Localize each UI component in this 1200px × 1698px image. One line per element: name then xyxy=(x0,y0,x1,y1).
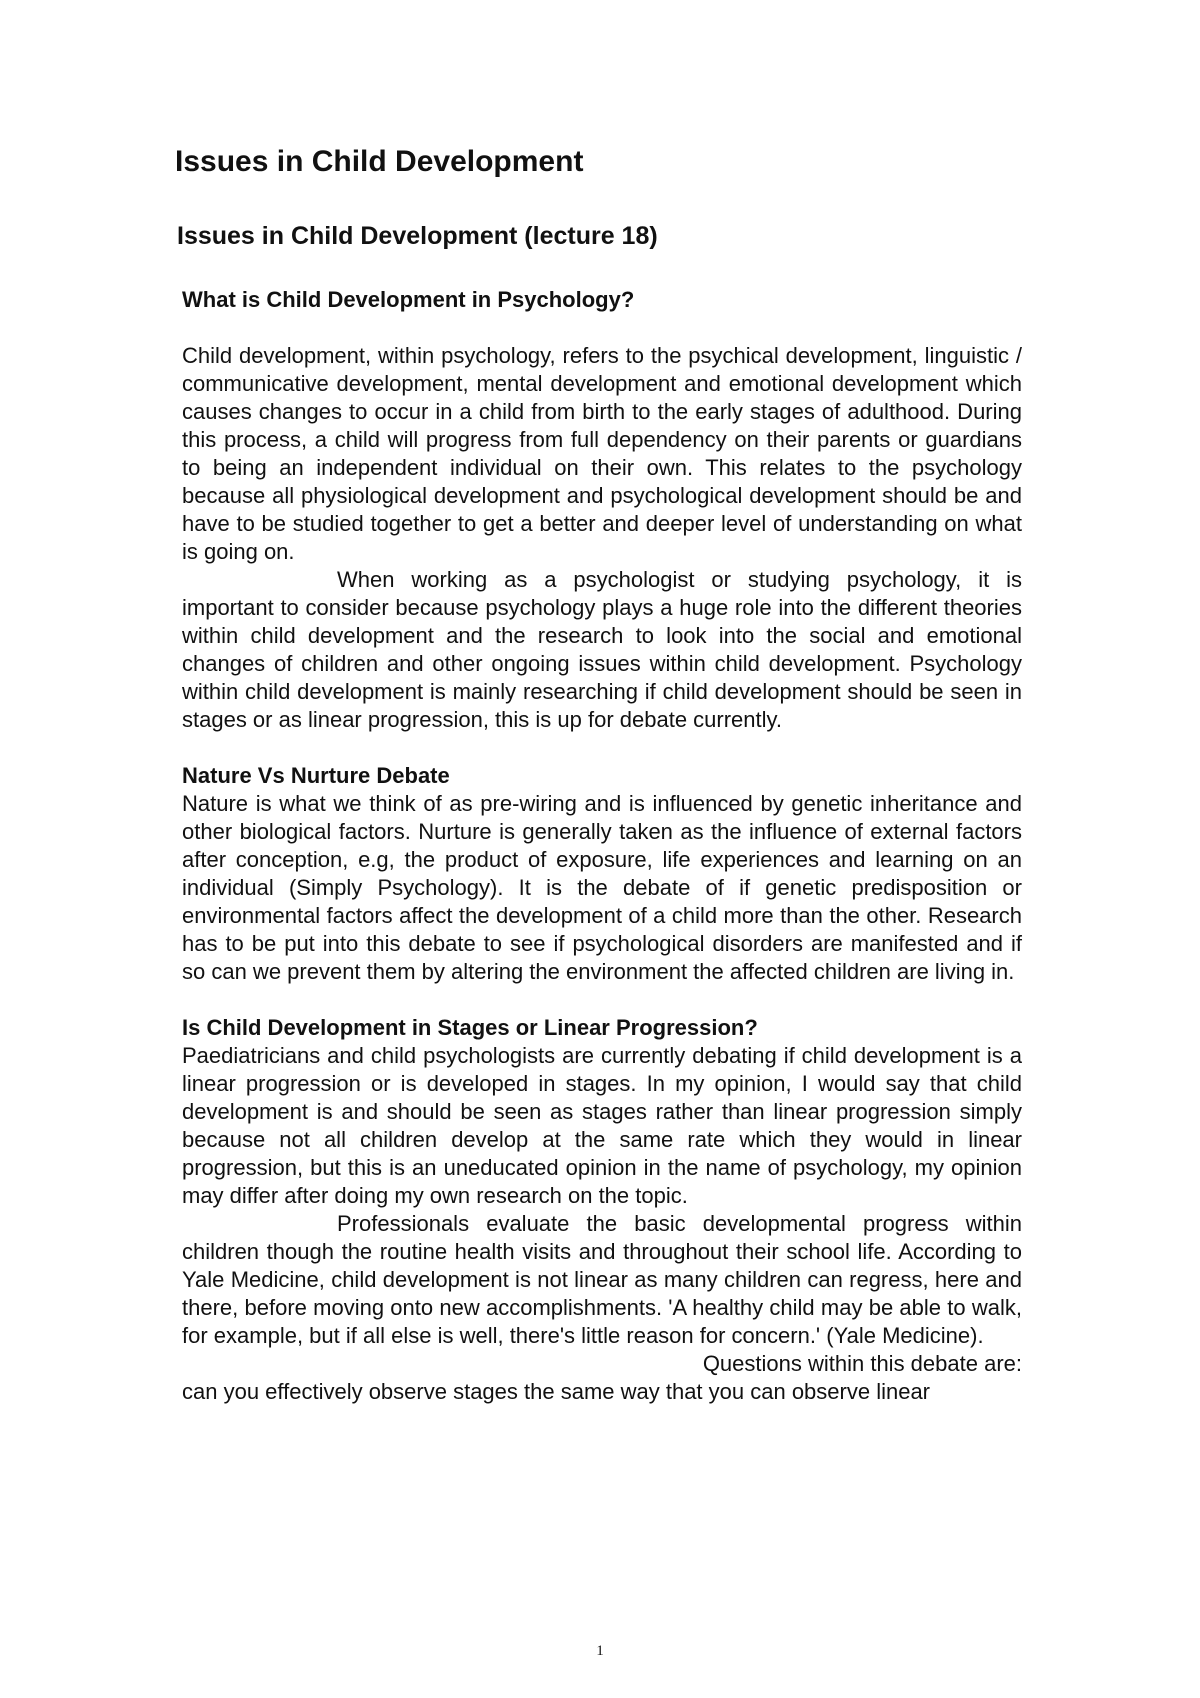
heading-nature-vs-nurture: Nature Vs Nurture Debate xyxy=(182,763,450,788)
document-title: Issues in Child Development xyxy=(175,145,584,178)
paragraph-questions-continued: can you effectively observe stages the same way that you can observe linear xyxy=(182,1379,931,1404)
spacer xyxy=(182,734,1022,762)
paragraph-nature-nurture: Nature is what we think of as pre-wiring and is influenced by genetic inheritance and other biological factors. Nurture is generally taken as the influence of external factors after conception, e.g, the product of exposure, life experiences and learning on an individual (Simply Psychology). It is the debate of if genetic predisposition or environmental factors affect the development of a child more than the other. Research has to be put into this debate to see if psychological disorders are manifested and if so can we prevent them by altering the environment the affected children are living in. xyxy=(182,791,1022,984)
heading-what-is-child-development: What is Child Development in Psychology? xyxy=(182,287,635,312)
lecture-title: Issues in Child Development (lecture 18) xyxy=(177,222,658,250)
page-number: 1 xyxy=(596,1643,604,1659)
heading-stages-or-linear: Is Child Development in Stages or Linear Progression? xyxy=(182,1015,758,1040)
spacer xyxy=(182,986,1022,1014)
spacer xyxy=(182,314,1022,342)
paragraph-definition: Child development, within psychology, refers to the psychical development, linguistic / communicative development, mental development and emotional development which causes changes to occur in a child from birth to the early stages of adulthood. During this process, a child will progress from full dependency on their parents or guardians to being an independent individual on their own. This relates to the psychology because all physiological development and psychological development should be and have to be studied together to get a better and deeper level of understanding on what is going on. xyxy=(182,343,1022,564)
paragraph-stages-debate: Paediatricians and child psychologists are currently debating if child development is a linear progression or is developed in stages. In my opinion, I would say that child development is and should be seen as stages rather than linear progression simply because not all children develop at the same rate which they would in linear progression, but this is an uneducated opinion in the name of psychology, my opinion may differ after doing my own research on the topic. xyxy=(182,1043,1022,1208)
paragraph-psychologist-role: When working as a psychologist or studying psychology, it is important to consider because psychology plays a huge role into the different theories within child development and the research to look into the social and emotional changes of children and other ongoing issues within child development. Psychology within child development is mainly researching if child development should be seen in stages or as linear progression, this is up for debate currently. xyxy=(182,567,1022,732)
paragraph-questions-intro: Questions within this debate are: xyxy=(702,1351,1022,1376)
document-body xyxy=(182,286,1022,1406)
paragraph-professionals-evaluate: Professionals evaluate the basic developmental progress within children though the routine health visits and throughout their school life. According to Yale Medicine, child development is not linear as many children can regress, here and there, before moving onto new accomplishments. 'A healthy child may be able to walk, for example, but if all else is well, there's little reason for concern.' (Yale Medicine). xyxy=(182,1211,1022,1348)
